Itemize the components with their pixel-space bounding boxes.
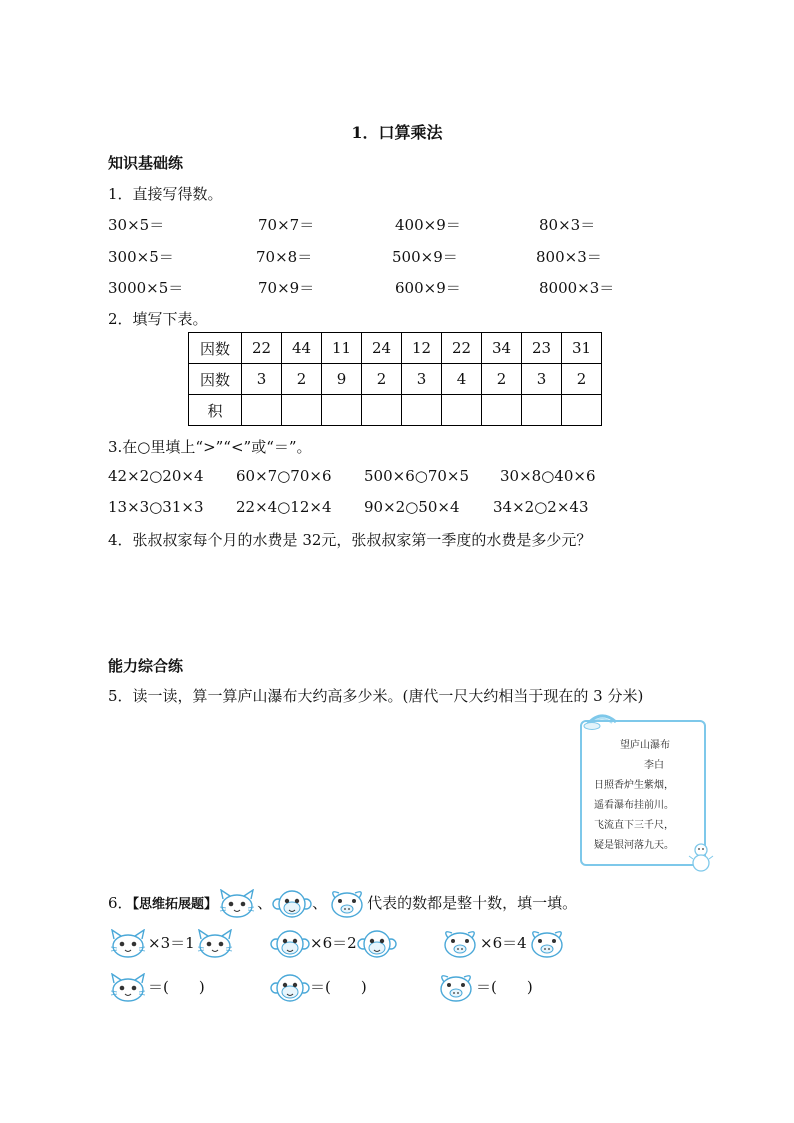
table-row	[189, 395, 602, 426]
cat-face-icon	[108, 973, 148, 1003]
answer-blank[interactable]: ＝( )	[148, 978, 205, 996]
question-4-label: 4．张叔叔家每个月的水费是 32元，张叔叔家第一季度的水费是多少元？	[108, 531, 592, 549]
poem-author: 李白	[644, 760, 664, 771]
q1-item: 30×5＝	[108, 216, 165, 234]
question-6-label	[108, 888, 577, 918]
monkey-face-icon	[272, 889, 312, 919]
q3-item: 42×2○20×4	[108, 467, 204, 485]
cat-face-icon	[217, 889, 257, 919]
table-cell: 9	[322, 364, 362, 395]
q1-item: 70×8＝	[256, 248, 313, 266]
cat-face-icon	[108, 929, 148, 959]
poem-line: 疑是银河落九天。	[594, 840, 674, 851]
monkey-face-icon	[270, 929, 310, 959]
q6-suffix: 代表的数都是整十数，填一填。	[367, 894, 578, 912]
equation-monkey	[270, 928, 397, 958]
q3-item: 34×2○2×43	[493, 498, 589, 516]
table-cell: 2	[282, 364, 322, 395]
pig-face-icon	[436, 973, 476, 1003]
table-cell: 3	[242, 364, 282, 395]
answer-cell[interactable]	[522, 395, 562, 426]
poem-line: 飞流直下三千尺，	[594, 820, 674, 831]
q1-item: 80×3＝	[539, 216, 596, 234]
answer-cell[interactable]	[242, 395, 282, 426]
equation-cat	[108, 928, 235, 958]
cat-face-icon	[195, 929, 235, 959]
question-2-label: 2．填写下表。	[108, 310, 208, 328]
table-cell: 11	[322, 333, 362, 364]
table-cell: 44	[282, 333, 322, 364]
answer-cat[interactable]	[108, 972, 205, 1002]
answer-cell[interactable]	[322, 395, 362, 426]
row-header: 因数	[189, 364, 242, 395]
q1-item: 8000×3＝	[539, 279, 615, 297]
q3-item: 13×3○31×3	[108, 498, 204, 516]
q3-item: 90×2○50×4	[364, 498, 460, 516]
table-cell: 2	[362, 364, 402, 395]
equation-pig	[440, 928, 567, 958]
table-cell: 4	[442, 364, 482, 395]
answer-cell[interactable]	[442, 395, 482, 426]
q3-item: 22×4○12×4	[236, 498, 332, 516]
table-row	[189, 333, 602, 364]
poem-line: 遥看瀑布挂前川。	[594, 800, 674, 811]
answer-pig[interactable]	[436, 972, 533, 1002]
poem-line: 日照香炉生紫烟，	[594, 780, 674, 791]
table-cell: 31	[562, 333, 602, 364]
question-1-label: 1．直接写得数。	[108, 185, 223, 203]
answer-cell[interactable]	[362, 395, 402, 426]
equation-operator: ×6＝4	[480, 934, 527, 952]
section-basic-practice: 知识基础练	[108, 154, 184, 172]
pig-face-icon	[327, 889, 367, 919]
answer-cell[interactable]	[482, 395, 522, 426]
table-cell: 24	[362, 333, 402, 364]
q1-item: 500×9＝	[392, 248, 458, 266]
table-cell: 22	[442, 333, 482, 364]
q1-item: 3000×5＝	[108, 279, 184, 297]
question-5-label: 5．读一读，算一算庐山瀑布大约高多少米。(唐代一尺大约相当于现在的 3 分米)	[108, 687, 644, 705]
table-cell: 34	[482, 333, 522, 364]
q6-separator: 、	[257, 894, 273, 912]
equation-operator: ×3＝1	[148, 934, 195, 952]
q3-item: 500×6○70×5	[364, 467, 470, 485]
snowman-icon	[688, 842, 714, 872]
q1-item: 70×7＝	[258, 216, 315, 234]
q6-prefix: 6．	[108, 894, 133, 912]
answer-blank[interactable]: ＝( )	[476, 978, 533, 996]
q6-separator: 、	[312, 894, 328, 912]
section-comprehensive-practice: 能力综合练	[108, 657, 184, 675]
monkey-face-icon	[270, 973, 310, 1003]
pig-face-icon	[527, 929, 567, 959]
monkey-face-icon	[357, 929, 397, 959]
question-3-label: 3.在○里填上“>”“<”或“＝”。	[108, 438, 312, 456]
q6-tag: 【思维拓展题】	[132, 897, 218, 912]
table-row	[189, 364, 602, 395]
row-header: 积	[189, 395, 242, 426]
answer-cell[interactable]	[282, 395, 322, 426]
q1-item: 400×9＝	[395, 216, 461, 234]
q1-item: 300×5＝	[108, 248, 174, 266]
q1-item: 800×3＝	[536, 248, 602, 266]
answer-monkey[interactable]	[270, 972, 367, 1002]
q3-item: 60×7○70×6	[236, 467, 332, 485]
table-cell: 2	[482, 364, 522, 395]
answer-cell[interactable]	[562, 395, 602, 426]
table-cell: 3	[522, 364, 562, 395]
table-cell: 3	[402, 364, 442, 395]
factor-table	[188, 332, 602, 426]
table-cell: 22	[242, 333, 282, 364]
row-header: 因数	[189, 333, 242, 364]
q3-item: 30×8○40×6	[500, 467, 596, 485]
table-cell: 12	[402, 333, 442, 364]
answer-blank[interactable]: ＝( )	[310, 978, 367, 996]
q1-item: 600×9＝	[395, 279, 461, 297]
page-title: 1．口算乘法	[351, 123, 443, 142]
poem-title: 望庐山瀑布	[620, 740, 670, 751]
answer-cell[interactable]	[402, 395, 442, 426]
table-cell: 2	[562, 364, 602, 395]
pig-face-icon	[440, 929, 480, 959]
equation-operator: ×6＝2	[310, 934, 357, 952]
table-cell: 23	[522, 333, 562, 364]
q1-item: 70×9＝	[258, 279, 315, 297]
